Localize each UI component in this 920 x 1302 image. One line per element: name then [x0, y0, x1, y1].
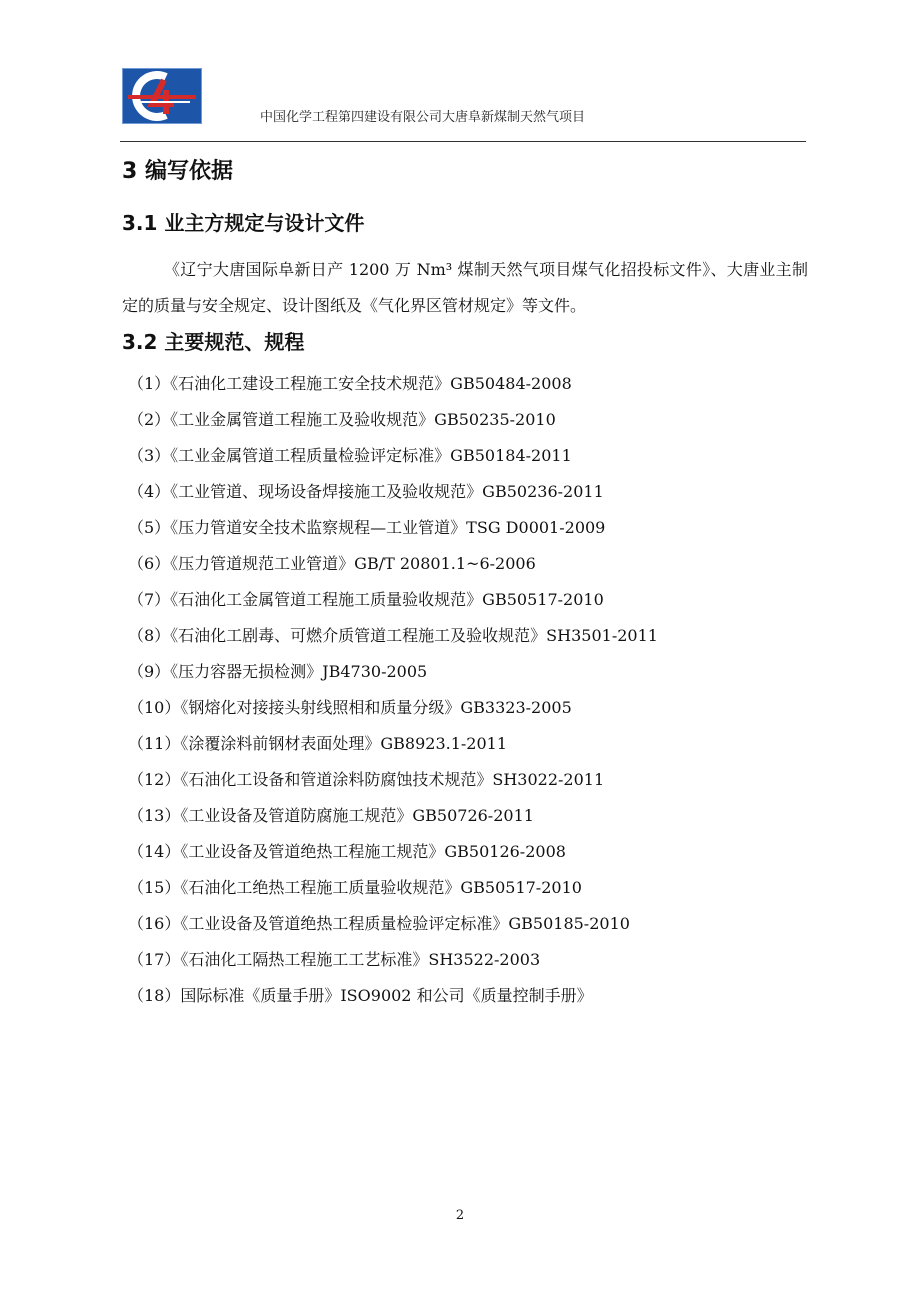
list-item: （18）国际标准《质量手册》ISO9002 和公司《质量控制手册》	[128, 986, 593, 1005]
list-item: （1）《石油化工建设工程施工安全技术规范》GB50484-2008	[128, 374, 572, 393]
list-item: （15）《石油化工绝热工程施工质量验收规范》GB50517-2010	[128, 878, 582, 897]
list-item: （11）《涂覆涂料前钢材表面处理》GB8923.1-2011	[128, 734, 508, 753]
list-item: （8）《石油化工剧毒、可燃介质管道工程施工及验收规范》SH3501-2011	[128, 626, 658, 645]
list-item: （7）《石油化工金属管道工程施工质量验收规范》GB50517-2010	[128, 590, 604, 609]
list-item: （3）《工业金属管道工程质量检验评定标准》GB50184-2011	[128, 446, 572, 465]
list-item: （2）《工业金属管道工程施工及验收规范》GB50235-2010	[128, 410, 556, 429]
list-item: （13）《工业设备及管道防腐施工规范》GB50726-2011	[128, 806, 534, 825]
list-item: （9）《压力容器无损检测》JB4730-2005	[128, 662, 428, 681]
subsection-3-1-title: 3.1 业主方规定与设计文件	[122, 211, 365, 235]
company-logo	[122, 68, 202, 124]
list-item: （5）《压力管道安全技术监察规程—工业管道》TSG D0001-2009	[128, 518, 606, 537]
list-item: （4）《工业管道、现场设备焊接施工及验收规范》GB50236-2011	[128, 482, 604, 501]
list-item: （14）《工业设备及管道绝热工程施工规范》GB50126-2008	[128, 842, 566, 861]
list-item: （12）《石油化工设备和管道涂料防腐蚀技术规范》SH3022-2011	[128, 770, 605, 789]
header-divider	[120, 141, 806, 142]
page-number: 2	[455, 1208, 465, 1223]
standards-list	[128, 366, 658, 1014]
list-item: （16）《工业设备及管道绝热工程质量检验评定标准》GB50185-2010	[128, 914, 630, 933]
list-item: （6）《压力管道规范工业管道》GB/T 20801.1~6-2006	[128, 554, 536, 573]
section-title: 3 编写依据	[122, 159, 233, 184]
header-company-project: 中国化学工程第四建设有限公司大唐阜新煤制天然气项目	[260, 110, 586, 125]
subsection-3-2-title: 3.2 主要规范、规程	[122, 330, 305, 354]
subsection-3-1-paragraph: 《辽宁大唐国际阜新日产 1200 万 Nm³ 煤制天然气项目煤气化招投标文件》、大唐业主制定的质量与安全规定、设计图纸及《气化界区管材规定》等文件。	[122, 260, 808, 315]
list-item: （17）《石油化工隔热工程施工工艺标准》SH3522-2003	[128, 950, 541, 969]
list-item: （10）《钢熔化对接接头射线照相和质量分级》GB3323-2005	[128, 698, 572, 717]
